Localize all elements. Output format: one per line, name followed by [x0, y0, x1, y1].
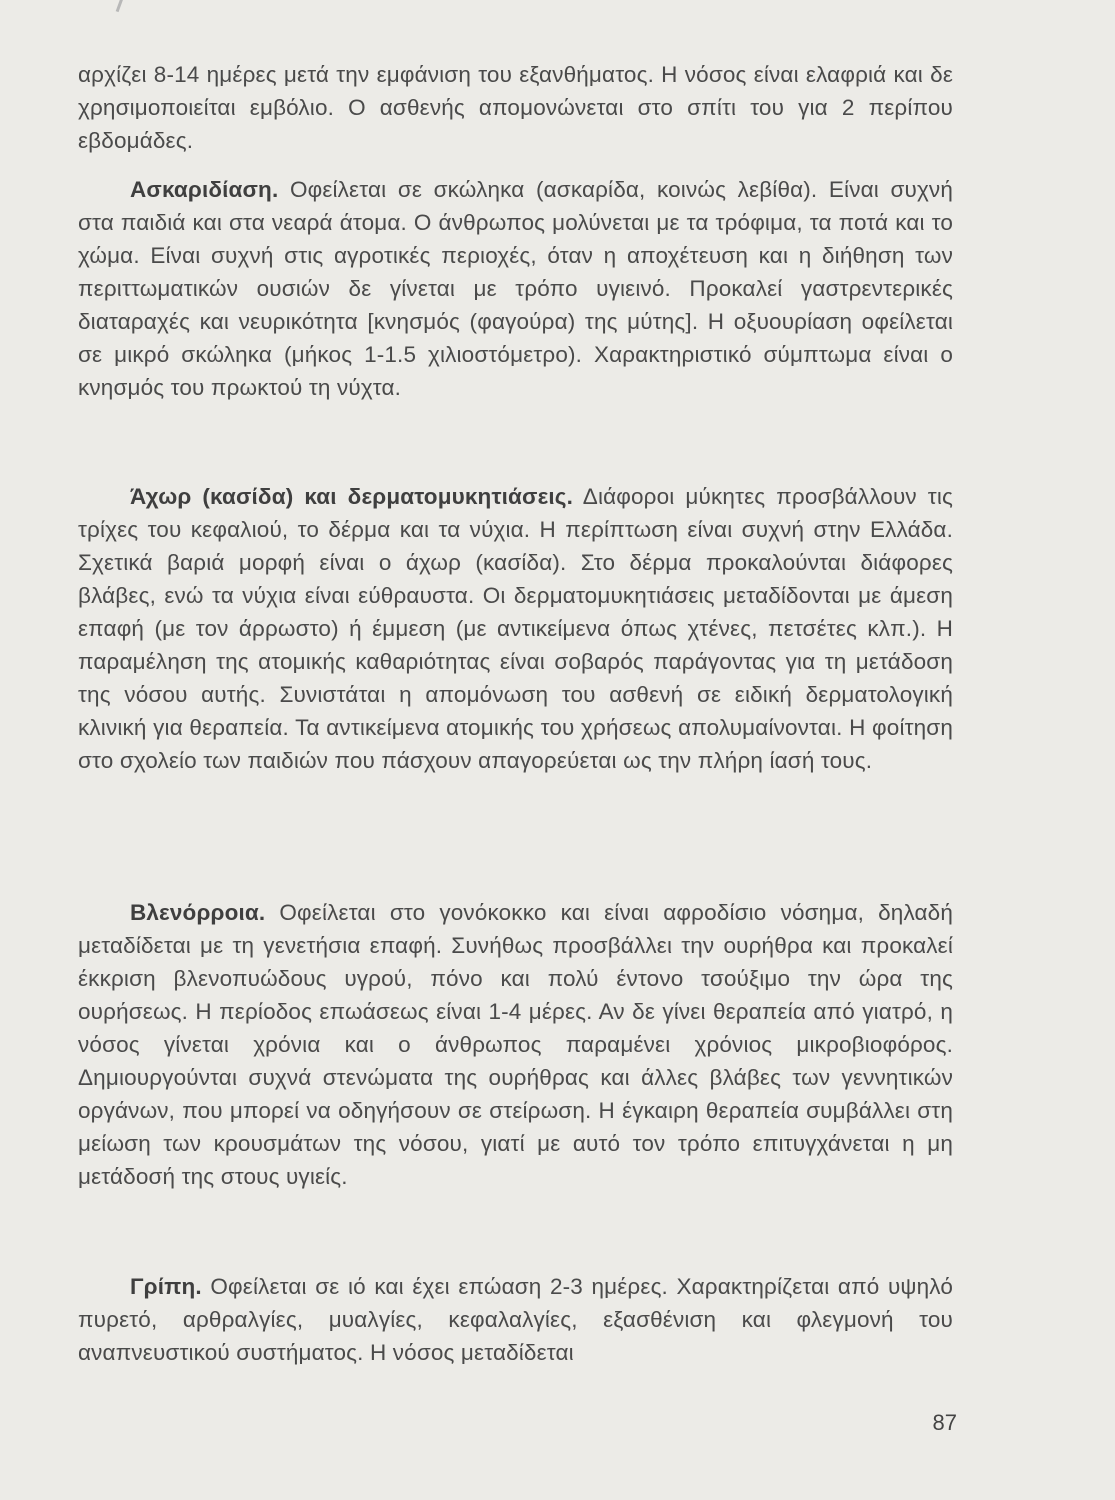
paragraph-term: Γρίπη. [130, 1274, 202, 1299]
page-number: 87 [932, 1410, 957, 1435]
paragraph-favus [78, 480, 953, 777]
paragraph-influenza [78, 1270, 953, 1369]
paragraph-text: Οφείλεται σε ιό και έχει επώαση 2-3 ημέρες. Χαρακτηρίζεται από υψηλό πυρετό, αρθραλγίες, μυαλγίες, κεφαλαλγίες, εξασθένιση και φλεγμονή του αναπνευστικού συστήματος. Η νόσος μεταδίδεται [78, 1274, 953, 1365]
stray-pen-mark [116, 0, 124, 12]
paragraph-text: αρχίζει 8-14 ημέρες μετά την εμφάνιση του εξανθήματος. Η νόσος είναι ελαφριά και δε χρησιμοποιείται εμβόλιο. Ο ασθενής απομονώνεται στο σπίτι του για 2 περίπου εβδομάδες. [78, 62, 953, 153]
paragraph-term: Άχωρ (κασίδα) και δερματομυκητιάσεις. [130, 484, 574, 509]
paragraph-ascariasis [78, 173, 953, 404]
paragraph-term: Ασκαριδίαση. [130, 177, 279, 202]
paragraph-continuation [78, 58, 953, 157]
paragraph-term: Βλενόρροια. [130, 900, 266, 925]
paragraph-text: Οφείλεται στο γονόκοκκο και είναι αφροδίσιο νόσημα, δηλαδή μεταδίδεται με τη γενετήσια επαφή. Συνήθως προσβάλλει την ουρήθρα και προκαλεί έκκριση βλενοπυώδους υγρού, πόνο και πολύ έντονο τσούξιμο την ώρα της ουρήσεως. Η περίοδος επωάσεως είναι 1-4 μέρες. Αν δε γίνει θεραπεία από γιατρό, η νόσος γίνεται χρόνια και ο άνθρωπος παραμένει χρόνιος μικροβιοφόρος. Δημιουργούνται συχνά στενώματα της ουρήθρας και άλλες βλάβες των γεννητικών οργάνων, που μπορεί να οδηγήσουν σε στείρωση. Η έγκαιρη θεραπεία συμβάλλει στη μείωση των κρουσμάτων της νόσου, γιατί με αυτό τον τρόπο επιτυγχάνεται η μη μετάδοσή της στους υγιείς. [78, 900, 954, 1189]
paragraph-text: Οφείλεται σε σκώληκα (ασκαρίδα, κοινώς λεβίθα). Είναι συχνή στα παιδιά και στα νεαρά άτομα. Ο άνθρωπος μολύνεται με τα τρόφιμα, τα ποτά και το χώμα. Είναι συχνή στις αγροτικές περιοχές, όταν η αποχέτευση και η διήθηση των περιττωματικών ουσιών δε γίνεται με τρόπο υγιεινό. Προκαλεί γαστρεντερικές διαταραχές και νευρικότητα [κνησμός (φαγούρα) της μύτης]. Η οξυουρίαση οφείλεται σε μικρό σκώληκα (μήκος 1-1.5 χιλιοστόμετρο). Χαρακτηριστικό σύμπτωμα είναι ο κνησμός του πρωκτού τη νύχτα. [78, 177, 953, 400]
paragraph-gonorrhea [78, 896, 953, 1193]
paragraph-text: Διάφοροι μύκητες προσβάλλουν τις τρίχες του κεφαλιού, το δέρμα και τα νύχια. Η περίπτωση είναι συχνή στην Ελλάδα. Σχετικά βαριά μορφή είναι ο άχωρ (κασίδα). Στο δέρμα προκαλούνται διάφορες βλάβες, ενώ τα νύχια είναι εύθραυστα. Οι δερματομυκητιάσεις μεταδίδονται με άμεση επαφή (με τον άρρωστο) ή έμμεση (με αντικείμενα όπως χτένες, πετσέτες κλπ.). Η παραμέληση της ατομικής καθαριότητας είναι σοβαρός παράγοντας για τη μετάδοση της νόσου αυτής. Συνιστάται η απομόνωση του ασθενή σε ειδική δερματολογική κλινική για θεραπεία. Τα αντικείμενα ατομικής του χρήσεως απολυμαίνονται. Η φοίτηση στο σχολείο των παιδιών που πάσχουν απαγορεύεται ως την πλήρη ίασή τους. [78, 484, 953, 773]
